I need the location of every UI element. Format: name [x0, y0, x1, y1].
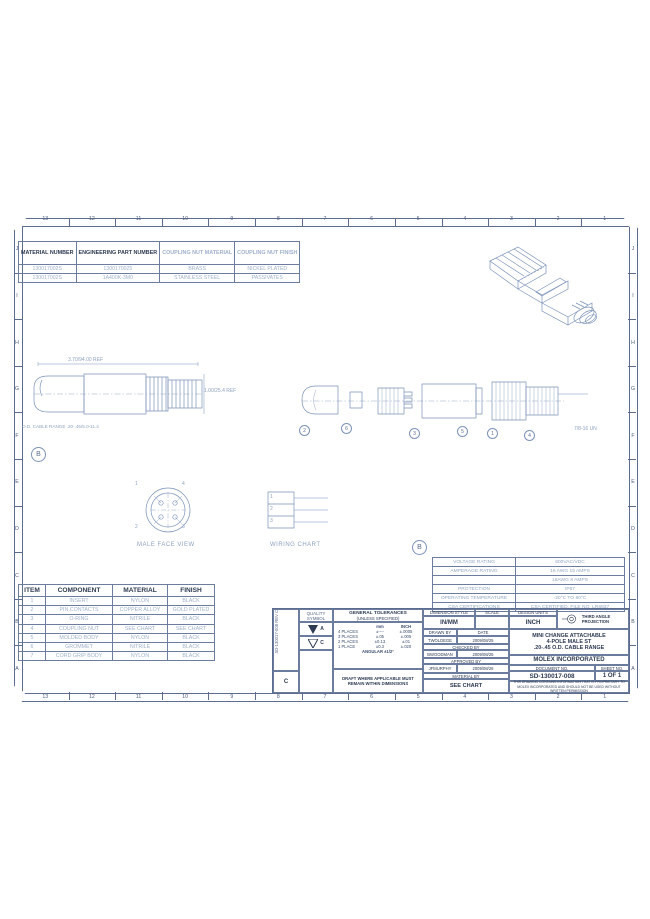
mat-header-1: ENGINEERING PART NUMBER [76, 242, 160, 265]
table-row: 2 PIN CONTACTS COPPER ALLOY GOLD PLATED [19, 606, 215, 615]
zone-label-left-B: B [15, 619, 19, 626]
zone-label-right-J: J [631, 246, 635, 253]
zone-label-top-11: 11 [135, 216, 142, 222]
table-row: VOLTAGE RATING 600VAC/VDC [433, 558, 625, 567]
ratings-table [432, 557, 625, 612]
zone-label-right-A: A [631, 665, 635, 672]
material-label: MATERIAL BY [423, 673, 509, 679]
zone-label-bottom-12: 12 [89, 694, 95, 700]
view-balloon-3: 3 [409, 428, 420, 439]
table-row: 2 PLACES ±0.13 ±.01 [338, 639, 411, 644]
mat-header-3: COUPLING NUT FINISH [235, 242, 300, 265]
zone-label-bottom-11: 11 [135, 694, 142, 700]
zone-tick-left-7 [14, 552, 22, 553]
approved-date-value: 2009/08/26 [457, 664, 509, 673]
side-elevation-view [28, 362, 208, 430]
zone-tick-bottom-2 [115, 692, 116, 700]
zone-label-right-H: H [631, 339, 635, 346]
item-header-2: MATERIAL [113, 585, 168, 597]
table-row: 130017002S 1A400K-3M0 STAINLESS STEEL PASSIVATES [19, 274, 300, 283]
confidential-note: THIS DRAWING CONTAINS INFORMATION THAT IS PROPRIETARY TO MOLEX INCORPORATED AND SHOULD NOT BE USED WITHOUT WRITTEN PERMISSION [509, 681, 629, 693]
balloon-b-ratings: B [412, 540, 427, 555]
zone-label-top-2: 2 [556, 216, 560, 222]
quality-symbol-blank [299, 650, 333, 693]
company-name: MOLEX INCORPORATED [509, 655, 629, 665]
tolerance-table: mm INCH 4 PLACES ±---- ±.0005 3 PLACES ±.05 ±.005 2 PLACES ±0.13 ±.01 1 PLACE ±0.3 ±.020 ANGULAR ±1/2° [336, 624, 420, 654]
zone-label-right-D: D [631, 525, 635, 532]
face-pin-2: 2 [135, 524, 138, 530]
zone-tick-bottom-1 [69, 692, 70, 700]
table-row: 3 O-RING NITRILE BLACK [19, 615, 215, 624]
checked-by-label: CHECKED BY [423, 644, 509, 650]
drawn-by-value: TWOLDEGE [423, 636, 457, 644]
zone-label-right-E: E [631, 479, 635, 486]
view-balloon-6: 6 [341, 423, 352, 434]
triangle-outline-icon [308, 639, 318, 648]
zone-tick-top-2 [115, 218, 116, 226]
third-angle-projection-cell: THIRD ANGLE PROJECTION [557, 609, 629, 629]
draft-note-cell: DRAFT WHERE APPLICABLE MUST REMAIN WITHIN DIMENSIONS [333, 669, 423, 693]
zone-label-left-D: D [15, 525, 19, 532]
approved-by-value: JFMURPHY [423, 664, 457, 673]
item-header-3: FINISH [168, 585, 215, 597]
zone-tick-bottom-4 [208, 692, 209, 700]
approved-by-label: APPROVED BY [423, 658, 509, 664]
quality-symbol-header: QUALITY SYMBOL [299, 609, 333, 622]
wiring-row-3: 3 [270, 518, 273, 524]
revision-letter-cell [273, 671, 299, 693]
isometric-connector-view [476, 243, 606, 363]
table-row: 4 PLACES ±---- ±.0005 [338, 629, 413, 634]
male-face-view-label: MALE FACE VIEW [137, 542, 195, 548]
thread-callout: 7/8-16 UN [574, 426, 597, 432]
table-row: 1 PLACE ±0.3 ±.020 [338, 644, 412, 649]
zone-label-right-C: C [631, 572, 635, 579]
dim-diameter-label: 1.00/25.4 REF [204, 388, 237, 394]
table-row: 3 PLACES ±.05 ±.005 [338, 634, 412, 639]
zone-label-bottom-6: 6 [370, 694, 374, 700]
zone-tick-top-10 [488, 218, 489, 226]
table-row: CSA CERTIFICATIONS CSA CERTIFIED, FILE NO. LR6837 [433, 603, 625, 612]
male-face-view-drawing [128, 480, 208, 542]
zone-label-left-I: I [16, 292, 18, 299]
view-balloon-4: 4 [524, 430, 535, 441]
date-label: DATE [457, 629, 509, 636]
zone-label-top-4: 4 [463, 216, 467, 222]
zone-label-top-8: 8 [276, 216, 280, 222]
zone-label-bottom-9: 9 [230, 694, 234, 700]
zone-label-right-I: I [632, 292, 634, 299]
zone-tick-right-2 [628, 319, 636, 320]
quality-symbol-a-cell: A [299, 622, 333, 636]
zone-label-top-7: 7 [323, 216, 327, 222]
material-part-table [15, 241, 300, 283]
zone-tick-top-8 [395, 218, 396, 226]
scale-label: SCALE [475, 609, 509, 616]
mat-header-0: MATERIAL NUMBER [19, 242, 77, 265]
zone-label-top-13: 13 [42, 216, 49, 222]
doc-no-value: SD-130017-008 [509, 671, 595, 681]
zone-label-bottom-10: 10 [182, 694, 189, 700]
triangle-filled-icon [308, 625, 318, 634]
zone-label-top-9: 9 [230, 216, 234, 222]
zone-tick-left-2 [14, 319, 22, 320]
zone-tick-right-4 [628, 412, 636, 413]
table-row: PROTECTION IP67 [433, 585, 625, 594]
zone-label-bottom-1: 1 [603, 694, 607, 700]
design-units-label: DESIGN UNITS [509, 609, 557, 616]
table-row: OPERATING TEMPERATURE -20°C TO 80°C [433, 594, 625, 603]
zone-tick-bottom-3 [162, 692, 163, 700]
third-angle-projection-icon [561, 613, 579, 625]
dimension-style-label: DIMENSION STYLE [423, 609, 475, 616]
quality-symbol-c-cell: C [299, 636, 333, 650]
zone-label-right-F: F [631, 432, 635, 439]
table-row: 7 CORD GRIP BODY NYLON BLACK [19, 652, 215, 661]
zone-label-right-B: B [631, 619, 635, 626]
zone-label-bottom-2: 2 [556, 694, 560, 700]
zone-tick-top-5 [255, 218, 256, 226]
drawn-date-value: 2009/08/25 [457, 636, 509, 644]
bill-of-materials-table [18, 584, 215, 661]
zone-tick-left-6 [14, 506, 22, 507]
zone-tick-right-1 [628, 273, 636, 274]
table-row: 4 COUPLING NUT SEE CHART SEE CHART [19, 624, 215, 633]
zone-tick-bottom-5 [255, 692, 256, 700]
zone-label-bottom-4: 4 [463, 694, 467, 700]
zone-label-left-A: A [15, 665, 19, 672]
wiring-chart-drawing [264, 488, 336, 538]
view-balloon-2: 2 [299, 425, 310, 436]
zone-label-bottom-3: 3 [510, 694, 513, 700]
table-row: 18AWG 8 AMPS [433, 576, 625, 585]
item-header-0: ITEM [19, 585, 46, 597]
drawn-by-label: DRAWN BY [423, 629, 457, 636]
zone-label-left-C: C [15, 572, 19, 579]
zone-tick-right-6 [628, 506, 636, 507]
zone-tick-left-5 [14, 459, 22, 460]
zone-label-bottom-7: 7 [323, 694, 327, 700]
zone-label-bottom-8: 8 [276, 694, 280, 700]
doc-no-label: DOCUMENT NO. [509, 665, 595, 671]
face-pin-1: 1 [135, 481, 138, 487]
zone-label-left-E: E [15, 479, 19, 486]
zone-label-left-G: G [14, 386, 20, 393]
zone-tick-top-6 [302, 218, 303, 226]
zone-tick-right-8 [628, 599, 636, 600]
sheet-no-label: SHEET NO. [595, 665, 629, 671]
zone-label-top-1: 1 [603, 216, 607, 222]
zone-tick-right-5 [628, 459, 636, 460]
zone-tick-top-11 [535, 218, 536, 226]
wiring-row-1: 1 [270, 494, 273, 500]
dimension-style-value: IN/MM [423, 616, 475, 629]
mat-header-2: COUPLING NUT MATERIAL [160, 242, 235, 265]
zone-tick-right-7 [628, 552, 636, 553]
scale-value [475, 616, 509, 629]
zone-label-left-F: F [15, 432, 19, 439]
material-value: SEE CHART [423, 679, 509, 693]
zone-label-top-12: 12 [89, 216, 95, 222]
table-row: AMPERAGE RATING 16 AWG 15 AMPS [433, 567, 625, 576]
drawing-title: MINI CHANGE ATTACHABLE 4-POLE MALE ST .20-.45 O.D. CABLE RANGE [509, 629, 629, 655]
general-tolerances-header: GENERAL TOLERANCES (UNLESS SPECIFIED) [333, 609, 423, 622]
zone-label-top-5: 5 [416, 216, 420, 222]
face-pin-3: 3 [182, 524, 185, 530]
zone-tick-left-3 [14, 366, 22, 367]
table-row: 6 GROMMET NITRILE BLACK [19, 642, 215, 651]
item-header-1: COMPONENT [46, 585, 113, 597]
zone-label-top-3: 3 [510, 216, 513, 222]
zone-label-top-10: 10 [182, 216, 189, 222]
zone-tick-left-4 [14, 412, 22, 413]
zone-tick-top-3 [162, 218, 163, 226]
zone-tick-top-12 [581, 218, 582, 226]
balloon-b-left: B [31, 447, 46, 462]
face-pin-4: 4 [182, 481, 185, 487]
zone-tick-top-1 [69, 218, 70, 226]
wiring-chart-label: WIRING CHART [270, 542, 321, 548]
view-balloon-1: 1 [487, 428, 498, 439]
sheet-no-value: 1 OF 1 [595, 671, 629, 681]
zone-label-left-J: J [15, 246, 19, 253]
zone-tick-top-9 [442, 218, 443, 226]
cable-range-note: O.D. CABLE RANGE .20-.45/5.0-11.4 [22, 424, 99, 429]
exploded-assembly-view [296, 370, 596, 432]
wiring-row-2: 2 [270, 506, 273, 512]
checked-by-value: BWOODMAN [423, 650, 457, 658]
checked-date-value: 2009/08/25 [457, 650, 509, 658]
zone-tick-top-4 [208, 218, 209, 226]
table-row: 1 INSERT NYLON BLACK [19, 597, 215, 606]
zone-label-top-6: 6 [370, 216, 374, 222]
tolerance-table-cell [333, 622, 423, 669]
zone-label-bottom-5: 5 [416, 694, 420, 700]
revision-letter: C [283, 679, 289, 685]
zone-label-right-G: G [630, 386, 636, 393]
zone-tick-right-3 [628, 366, 636, 367]
design-units-value: INCH [509, 616, 557, 629]
view-balloon-5: 5 [457, 426, 468, 437]
title-block [272, 608, 630, 694]
table-row: 5 MOLDED BODY NYLON BLACK [19, 633, 215, 642]
revision-strip-text: SD-130017-008 REV C [274, 610, 279, 654]
zone-label-bottom-13: 13 [42, 694, 49, 700]
revision-strip [273, 609, 299, 671]
angular-tolerance: ANGULAR ±1/2° [362, 649, 394, 654]
zone-tick-top-7 [348, 218, 349, 226]
dim-length-label: 3.70/94.00 REF [68, 357, 104, 363]
table-row: 130017002S 1300170025 BRASS NICKEL PLATED [19, 265, 300, 274]
zone-label-left-H: H [15, 339, 19, 346]
